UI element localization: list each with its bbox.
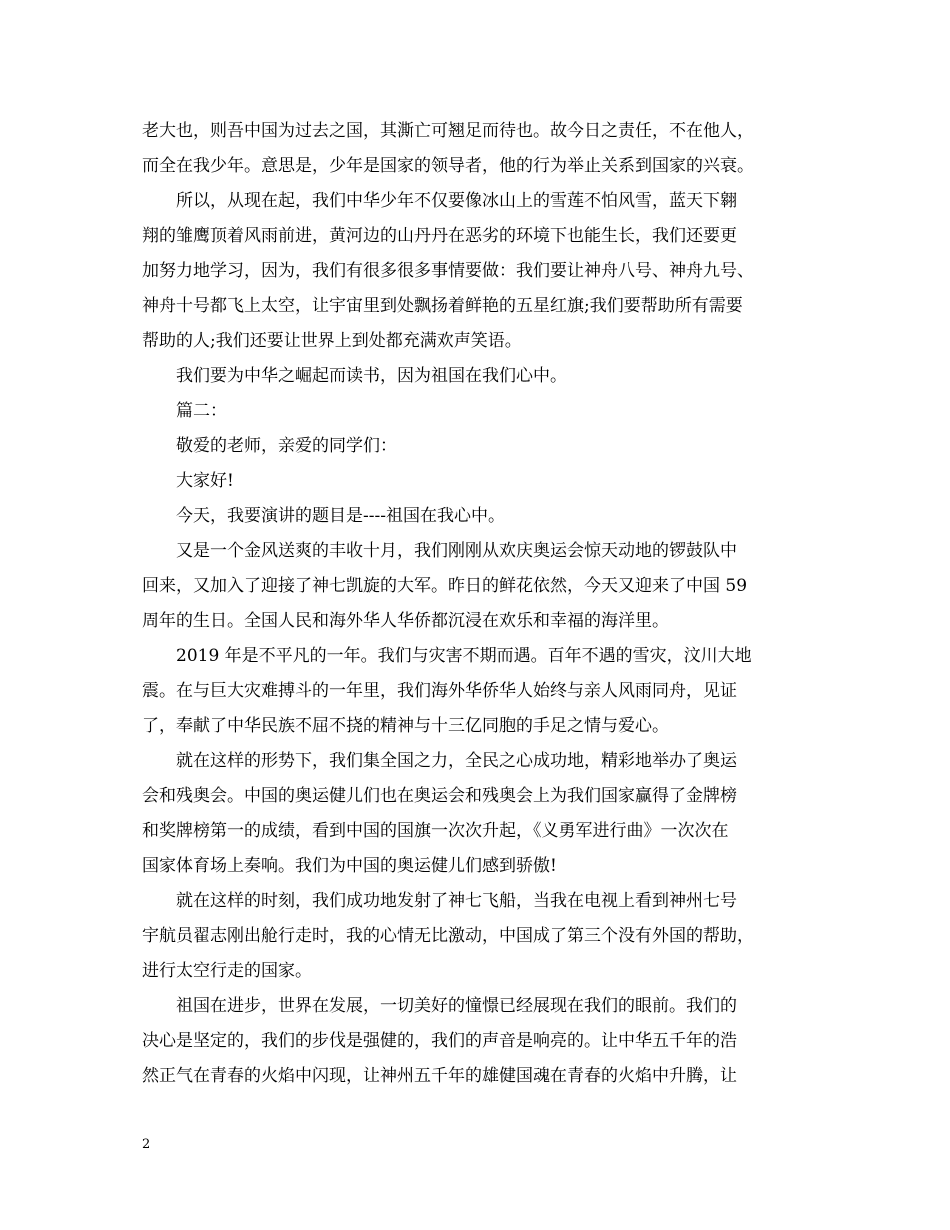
paragraph-first-line: 我们要为中华之崛起而读书，因为祖国在我们心中。 xyxy=(176,366,567,386)
paragraph-first-line: 就在这样的时刻，我们成功地发射了神七飞船，当我在电视上看到神州七号 xyxy=(176,891,737,911)
paragraph-first-line: 所以，从现在起，我们中华少年不仅要像冰山上的雪莲不怕风雪，蓝天下翱 xyxy=(176,191,737,211)
paragraph-first-line: 又是一个金风送爽的丰收十月，我们刚刚从欢庆奥运会惊天动地的锣鼓队中 xyxy=(176,541,737,561)
text-line: 回来，又加入了迎接了神七凯旋的大军。昨日的鲜花依然，今天又迎来了中国 59 xyxy=(142,576,748,596)
salutation: 敬爱的老师，亲爱的同学们： xyxy=(176,436,397,456)
text-line: 震。在与巨大灾难搏斗的一年里，我们海外华侨华人始终与亲人风雨同舟，见证 xyxy=(142,681,737,701)
text-line: 而全在我少年。意思是，少年是国家的领导者，他的行为举止关系到国家的兴衰。 xyxy=(142,156,754,176)
greeting: 大家好! xyxy=(176,471,234,491)
text-line: 宇航员翟志刚出舱行走时，我的心情无比激动，中国成了第三个没有外国的帮助， xyxy=(142,926,754,946)
paragraph-first-line: 今天，我要演讲的题目是----祖国在我心中。 xyxy=(176,506,505,526)
text-line: 进行太空行走的国家。 xyxy=(142,961,312,981)
text-line: 神舟十号都飞上太空，让宇宙里到处飘扬着鲜艳的五星红旗;我们要帮助所有需要 xyxy=(142,296,743,316)
text-line: 加努力地学习，因为，我们有很多很多事情要做：我们要让神舟八号、神舟九号、 xyxy=(142,261,754,281)
text-line: 国家体育场上奏响。我们为中国的奥运健儿们感到骄傲! xyxy=(142,856,557,876)
text-line: 了，奉献了中华民族不屈不挠的精神与十三亿同胞的手足之情与爱心。 xyxy=(142,716,669,736)
page-number: 2 xyxy=(142,1137,151,1152)
text-line: 会和残奥会。中国的奥运健儿们也在奥运会和残奥会上为我们国家赢得了金牌榜 xyxy=(142,786,737,806)
text-line: 决心是坚定的，我们的步伐是强健的，我们的声音是响亮的。让中华五千年的浩 xyxy=(142,1031,737,1051)
paragraph-first-line: 祖国在进步，世界在发展，一切美好的憧憬已经展现在我们的眼前。我们的 xyxy=(176,996,737,1016)
text-line: 和奖牌榜第一的成绩，看到中国的国旗一次次升起，《义勇军进行曲》一次次在 xyxy=(142,821,729,841)
text-line: 老大也，则吾中国为过去之国，其澌亡可翘足而待也。故今日之责任，不在他人， xyxy=(142,121,754,141)
text-line: 翔的雏鹰顶着风雨前进，黄河边的山丹丹在恶劣的环境下也能生长，我们还要更 xyxy=(142,226,737,246)
paragraph-first-line: 就在这样的形势下，我们集全国之力，全民之心成功地，精彩地举办了奥运 xyxy=(176,751,737,771)
section-heading: 篇二： xyxy=(176,401,227,421)
text-line: 然正气在青春的火焰中闪现，让神州五千年的雄健国魂在青春的火焰中升腾，让 xyxy=(142,1066,737,1086)
paragraph-first-line: 2019 年是不平凡的一年。我们与灾害不期而遇。百年不遇的雪灾，汶川大地 xyxy=(176,646,752,666)
text-line: 周年的生日。全国人民和海外华人华侨都沉浸在欢乐和幸福的海洋里。 xyxy=(142,611,669,631)
text-line: 帮助的人;我们还要让世界上到处都充满欢声笑语。 xyxy=(142,331,522,351)
